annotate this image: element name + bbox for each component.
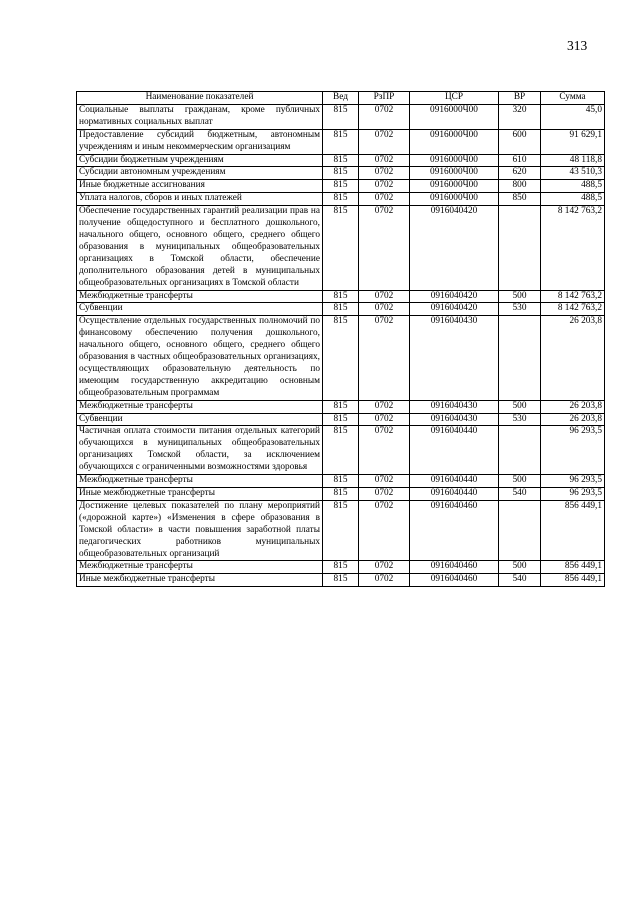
cell-csr: 0916040440	[410, 488, 499, 501]
cell-sum: 856 449,1	[541, 500, 605, 561]
cell-rzpr: 0702	[359, 316, 410, 400]
cell-ved: 815	[323, 303, 359, 316]
table-row	[77, 290, 605, 303]
cell-ved: 815	[323, 193, 359, 206]
cell-rzpr: 0702	[359, 400, 410, 413]
header-name: Наименование показателей	[77, 92, 323, 105]
cell-csr: 0916040420	[410, 206, 499, 290]
cell-sum: 96 293,5	[541, 426, 605, 475]
table-row	[77, 167, 605, 180]
table-row	[77, 426, 605, 475]
cell-rzpr: 0702	[359, 475, 410, 488]
table-row	[77, 574, 605, 587]
table-row	[77, 129, 605, 154]
cell-csr: 0916040430	[410, 316, 499, 400]
cell-sum: 8 142 763,2	[541, 303, 605, 316]
cell-ved: 815	[323, 316, 359, 400]
cell-rzpr: 0702	[359, 104, 410, 129]
table-row	[77, 206, 605, 290]
cell-csr: 0916040420	[410, 290, 499, 303]
cell-vr: 620	[499, 167, 541, 180]
table-row	[77, 561, 605, 574]
cell-ved: 815	[323, 475, 359, 488]
cell-rzpr: 0702	[359, 561, 410, 574]
header-vr: ВР	[499, 92, 541, 105]
cell-csr: 0916040440	[410, 475, 499, 488]
cell-rzpr: 0702	[359, 413, 410, 426]
cell-name: Межбюджетные трансферты	[77, 290, 323, 303]
cell-ved: 815	[323, 488, 359, 501]
cell-rzpr: 0702	[359, 426, 410, 475]
cell-ved: 815	[323, 500, 359, 561]
cell-vr: 850	[499, 193, 541, 206]
cell-name: Иные межбюджетные трансферты	[77, 488, 323, 501]
cell-sum: 91 629,1	[541, 129, 605, 154]
table-row	[77, 154, 605, 167]
cell-ved: 815	[323, 104, 359, 129]
cell-sum: 43 510,3	[541, 167, 605, 180]
cell-csr: 0916040430	[410, 413, 499, 426]
cell-name: Субсидии автономным учреждениям	[77, 167, 323, 180]
cell-rzpr: 0702	[359, 290, 410, 303]
cell-vr: 530	[499, 413, 541, 426]
table-row	[77, 316, 605, 400]
cell-rzpr: 0702	[359, 574, 410, 587]
cell-ved: 815	[323, 180, 359, 193]
cell-csr: 0916000Ч00	[410, 167, 499, 180]
cell-sum: 45,0	[541, 104, 605, 129]
table-row	[77, 488, 605, 501]
cell-name: Обеспечение государственных гарантий реализации прав на получение общедоступного и бесплатного дошкольного, начального общего, основного общего, среднего общего образования в муниципальных общеобразовательных организациях в Томской области, обеспечение дополнительного образования детей в муниципальных общеобразовательных организациях в Томской области	[77, 206, 323, 290]
page-number: 313	[567, 38, 588, 53]
cell-csr: 0916000Ч00	[410, 129, 499, 154]
cell-csr: 0916040460	[410, 574, 499, 587]
cell-sum: 26 203,8	[541, 400, 605, 413]
cell-sum: 96 293,5	[541, 475, 605, 488]
header-rzpr: РзПР	[359, 92, 410, 105]
cell-sum: 8 142 763,2	[541, 290, 605, 303]
cell-vr	[499, 426, 541, 475]
cell-csr: 0916000Ч00	[410, 104, 499, 129]
cell-vr: 500	[499, 561, 541, 574]
table-row	[77, 104, 605, 129]
cell-rzpr: 0702	[359, 180, 410, 193]
cell-rzpr: 0702	[359, 193, 410, 206]
header-row	[77, 92, 605, 105]
cell-vr: 610	[499, 154, 541, 167]
cell-sum: 488,5	[541, 193, 605, 206]
table-body	[77, 104, 605, 586]
cell-vr: 540	[499, 574, 541, 587]
table-row	[77, 303, 605, 316]
cell-ved: 815	[323, 561, 359, 574]
cell-rzpr: 0702	[359, 154, 410, 167]
cell-csr: 0916000Ч00	[410, 180, 499, 193]
cell-rzpr: 0702	[359, 206, 410, 290]
table-row	[77, 500, 605, 561]
table-header	[77, 92, 605, 105]
cell-vr	[499, 316, 541, 400]
cell-vr: 500	[499, 400, 541, 413]
cell-name: Межбюджетные трансферты	[77, 475, 323, 488]
cell-vr	[499, 500, 541, 561]
cell-sum: 26 203,8	[541, 316, 605, 400]
cell-csr: 0916040440	[410, 426, 499, 475]
header-ved: Вед	[323, 92, 359, 105]
cell-name: Уплата налогов, сборов и иных платежей	[77, 193, 323, 206]
table-row	[77, 180, 605, 193]
cell-vr: 500	[499, 290, 541, 303]
cell-rzpr: 0702	[359, 303, 410, 316]
cell-vr: 600	[499, 129, 541, 154]
table-row	[77, 475, 605, 488]
cell-vr: 500	[499, 475, 541, 488]
cell-rzpr: 0702	[359, 488, 410, 501]
cell-rzpr: 0702	[359, 500, 410, 561]
budget-table	[76, 91, 605, 587]
cell-name: Иные межбюджетные трансферты	[77, 574, 323, 587]
cell-vr: 530	[499, 303, 541, 316]
cell-name: Иные бюджетные ассигнования	[77, 180, 323, 193]
table-row	[77, 400, 605, 413]
cell-csr: 0916000Ч00	[410, 193, 499, 206]
cell-ved: 815	[323, 167, 359, 180]
cell-ved: 815	[323, 129, 359, 154]
cell-ved: 815	[323, 400, 359, 413]
cell-ved: 815	[323, 413, 359, 426]
cell-name: Межбюджетные трансферты	[77, 400, 323, 413]
cell-ved: 815	[323, 206, 359, 290]
cell-sum: 8 142 763,2	[541, 206, 605, 290]
cell-name: Достижение целевых показателей по плану мероприятий («дорожной карте») «Изменения в сфере образования в Томской области» в части повышения заработной платы педагогических работников муниципальных общеобразовательных организаций	[77, 500, 323, 561]
cell-vr	[499, 206, 541, 290]
cell-csr: 0916000Ч00	[410, 154, 499, 167]
cell-rzpr: 0702	[359, 129, 410, 154]
cell-csr: 0916040460	[410, 561, 499, 574]
cell-name: Субвенции	[77, 413, 323, 426]
cell-name: Субвенции	[77, 303, 323, 316]
cell-ved: 815	[323, 290, 359, 303]
table-row	[77, 413, 605, 426]
cell-ved: 815	[323, 426, 359, 475]
cell-vr: 320	[499, 104, 541, 129]
cell-name: Социальные выплаты гражданам, кроме публичных нормативных социальных выплат	[77, 104, 323, 129]
cell-sum: 26 203,8	[541, 413, 605, 426]
header-sum: Сумма	[541, 92, 605, 105]
cell-csr: 0916040420	[410, 303, 499, 316]
cell-csr: 0916040460	[410, 500, 499, 561]
cell-ved: 815	[323, 574, 359, 587]
cell-name: Осуществление отдельных государственных полномочий по финансовому обеспечению получения дошкольного, начального общего, основного общего, среднего общего образования в частных общеобразовательных организациях, осуществляющих образовательную деятельность по имеющим государственную аккредитацию основным общеобразовательным программам	[77, 316, 323, 400]
cell-sum: 856 449,1	[541, 574, 605, 587]
cell-vr: 540	[499, 488, 541, 501]
cell-csr: 0916040430	[410, 400, 499, 413]
cell-name: Предоставление субсидий бюджетным, автономным учреждениям и иным некоммерческим организациям	[77, 129, 323, 154]
header-csr: ЦСР	[410, 92, 499, 105]
cell-rzpr: 0702	[359, 167, 410, 180]
cell-ved: 815	[323, 154, 359, 167]
cell-name: Субсидии бюджетным учреждениям	[77, 154, 323, 167]
cell-sum: 96 293,5	[541, 488, 605, 501]
cell-vr: 800	[499, 180, 541, 193]
cell-name: Межбюджетные трансферты	[77, 561, 323, 574]
cell-sum: 488,5	[541, 180, 605, 193]
table-row	[77, 193, 605, 206]
cell-sum: 856 449,1	[541, 561, 605, 574]
cell-sum: 48 118,8	[541, 154, 605, 167]
cell-name: Частичная оплата стоимости питания отдельных категорий обучающихся в муниципальных общеобразовательных организациях Томской области, за исключением обучающихся с ограниченными возможностями здоровья	[77, 426, 323, 475]
